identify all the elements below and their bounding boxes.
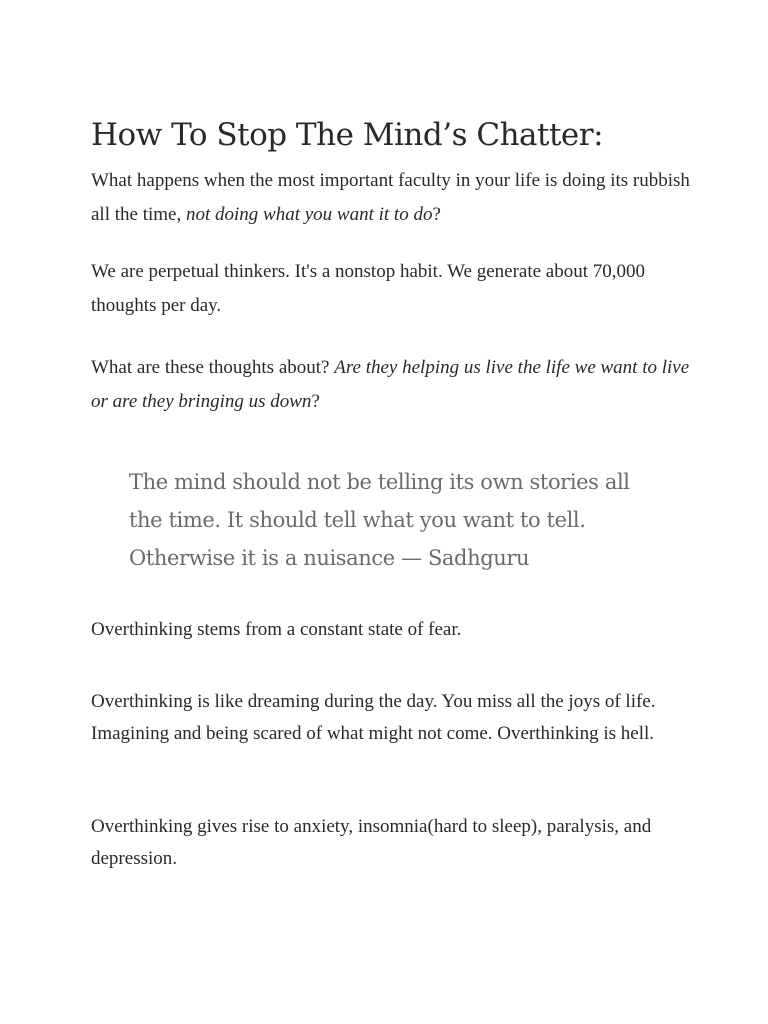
paragraph-fear: Overthinking stems from a constant state of fear. bbox=[91, 619, 462, 640]
paragraph-thoughts-text: What are these thoughts about? bbox=[91, 357, 335, 378]
pull-quote bbox=[129, 463, 689, 577]
paragraph-thoughts bbox=[91, 351, 691, 419]
paragraph-anxiety: Overthinking gives rise to anxiety, insomnia(hard to sleep), paralysis, and depression. bbox=[91, 816, 652, 869]
paragraph-intro-emphasis: not doing what you want it to do bbox=[185, 204, 433, 225]
pull-quote-line-3: Otherwise it is a nuisance — Sadhguru bbox=[129, 546, 530, 570]
paragraph-dreaming: Overthinking is like dreaming during the day. You miss all the joys of life. Imagining and being scared of what might not come. Overthinking is hell. bbox=[91, 691, 656, 744]
page-title: How To Stop The Mind’s Chatter: bbox=[91, 117, 604, 153]
paragraph-intro-text: What happens when the most important faculty in your life is doing its rubbish all the time, bbox=[91, 170, 690, 225]
pull-quote-line-2: the time. It should tell what you want to tell. bbox=[129, 508, 586, 532]
paragraph-intro-tail: ? bbox=[432, 204, 441, 225]
paragraph-thoughts-tail: ? bbox=[311, 391, 320, 412]
paragraph-intro bbox=[91, 164, 691, 232]
paragraph-thoughts-emphasis: Are they helping us live the life we want to live or are they bringing us down bbox=[91, 357, 690, 412]
pull-quote-line-1: The mind should not be telling its own stories all bbox=[129, 470, 630, 494]
paragraph-thinkers: We are perpetual thinkers. It's a nonstop habit. We generate about 70,000 thoughts per day. bbox=[91, 261, 646, 316]
